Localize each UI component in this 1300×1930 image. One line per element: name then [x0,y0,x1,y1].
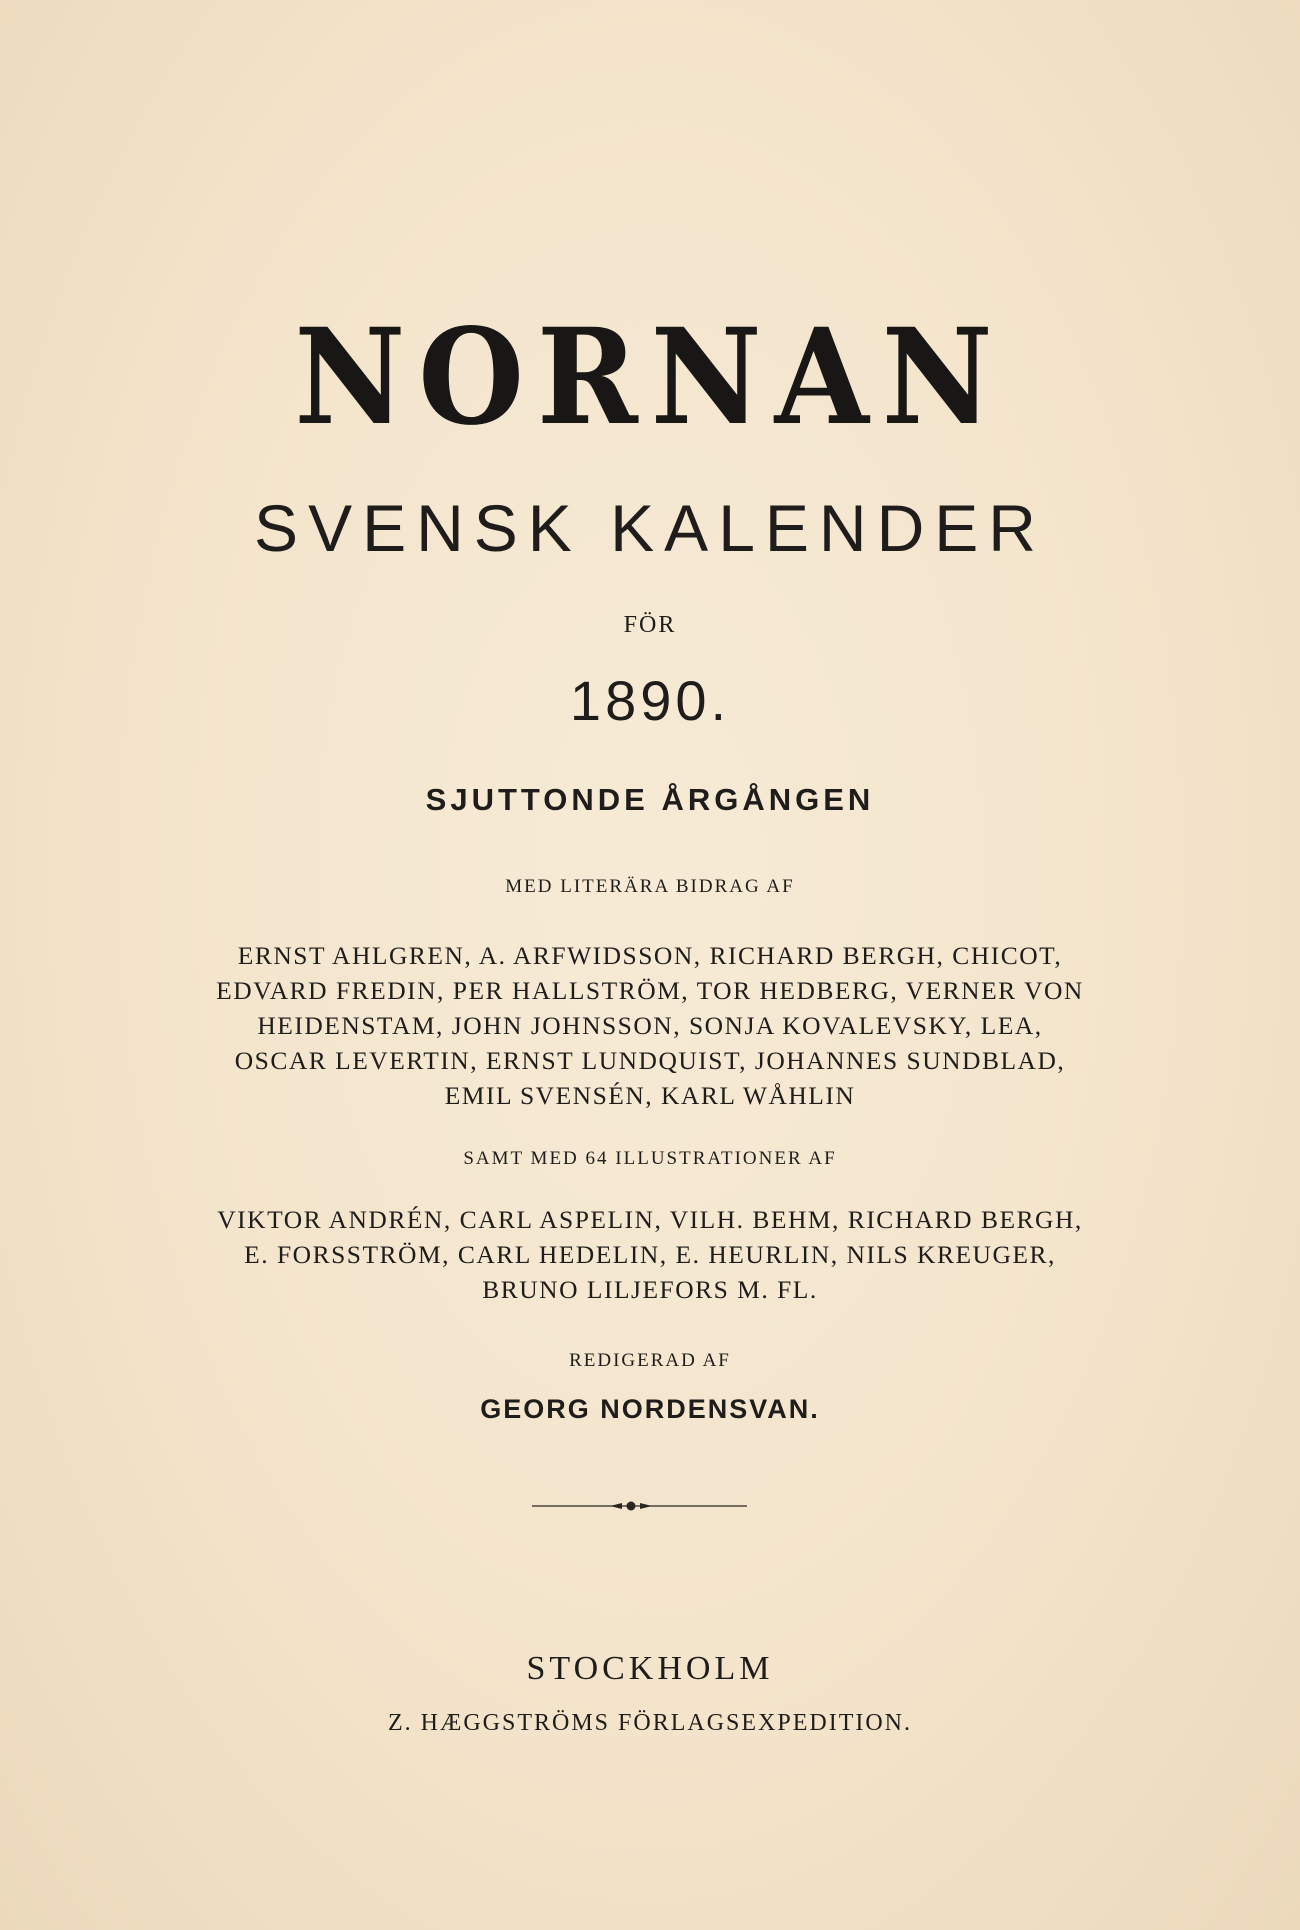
edited-by-label: REDIGERAD AF [569,1350,731,1371]
contributor-line: EDVARD FREDIN, PER HALLSTRÖM, TOR HEDBERG, VERNER VON [216,976,1084,1005]
illustrator-line: E. FORSSTRÖM, CARL HEDELIN, E. HEURLIN, NILS KREUGER, [244,1240,1056,1269]
contributors-list [0,938,1300,1113]
contributor-line: EMIL SVENSÉN, KARL WÅHLIN [444,1081,856,1110]
for-label: FÖR [623,612,677,638]
edition-label: SJUTTONDE ÅRGÅNGEN [425,782,875,817]
illustrator-line: VIKTOR ANDRÉN, CARL ASPELIN, VILH. BEHM, RICHARD BERGH, [217,1205,1083,1234]
publisher-name: Z. HÆGGSTRÖMS FÖRLAGSEXPEDITION. [387,1710,913,1736]
literary-contributions-label: MED LITERÄRA BIDRAG AF [505,876,795,897]
illustrators-list [0,1202,1300,1307]
illustrator-line: BRUNO LILJEFORS M. FL. [482,1275,818,1304]
editor-name: GEORG NORDENSVAN. [480,1394,820,1424]
year: 1890. [569,669,731,732]
book-subtitle: SVENSK KALENDER [254,491,1046,565]
contributor-line: OSCAR LEVERTIN, ERNST LUNDQUIST, JOHANNES SUNDBLAD, [234,1046,1066,1075]
arrow-line-ornament-icon [532,1496,747,1516]
book-title: NORNAN [294,300,1006,455]
contributor-line: ERNST AHLGREN, A. ARFWIDSSON, RICHARD BERGH, CHICOT, [237,941,1063,970]
publication-city: STOCKHOLM [526,1650,774,1687]
illustrations-label: SAMT MED 64 ILLUSTRATIONER AF [463,1148,837,1169]
contributor-line: HEIDENSTAM, JOHN JOHNSSON, SONJA KOVALEVSKY, LEA, [257,1011,1043,1040]
